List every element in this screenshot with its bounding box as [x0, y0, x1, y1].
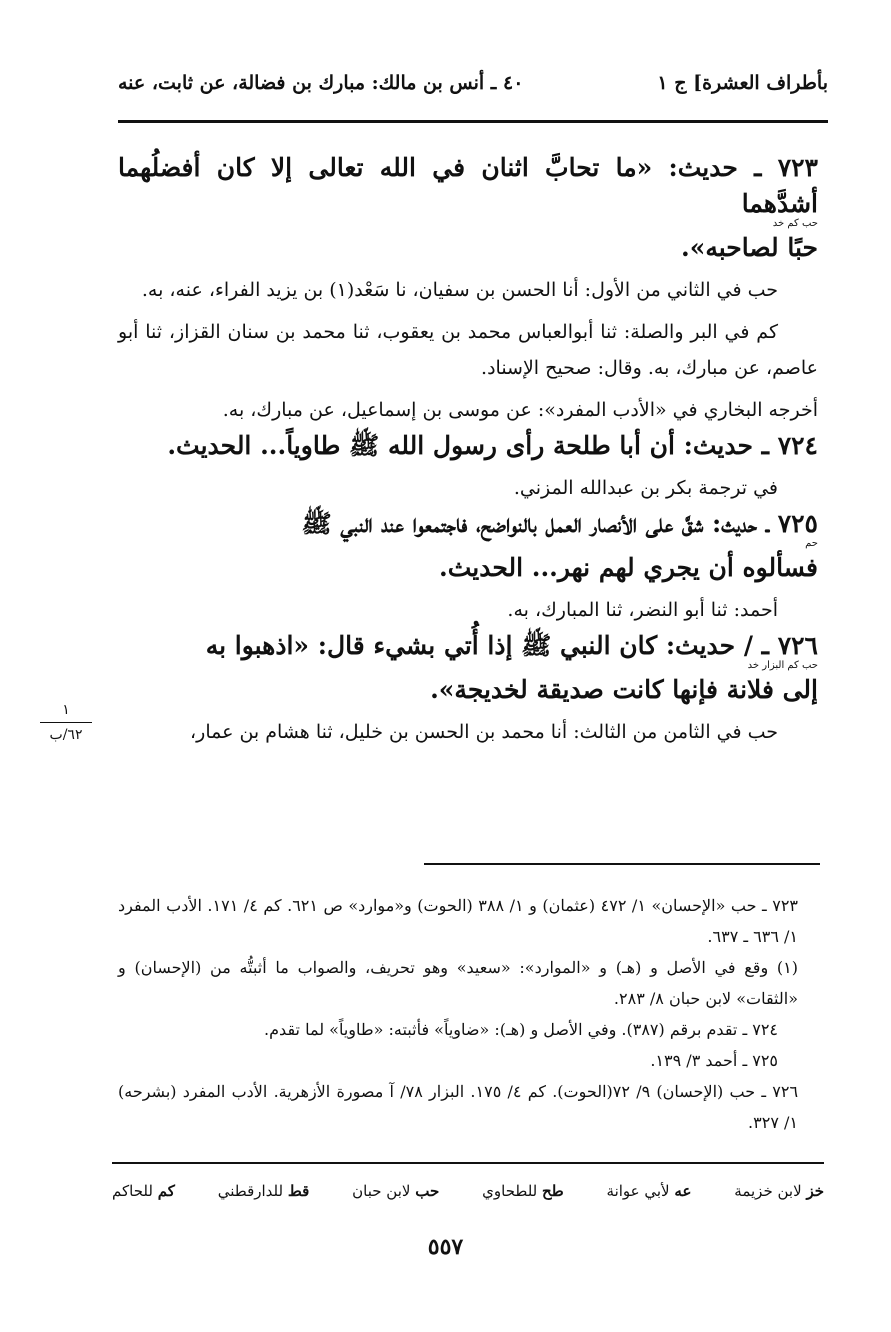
folio-rule [40, 722, 92, 723]
hadith-726-heading [118, 628, 818, 672]
hadith-725-sigla: حم [805, 538, 818, 549]
source-724: في ترجمة بكر بن عبدالله المزني. [513, 477, 778, 499]
header-rule [118, 120, 828, 123]
running-header [118, 72, 828, 94]
source-hibban-726: حب في الثامن من الثالث: أنا محمد بن الحسن بن خليل، ثنا هشام بن عمار، [190, 721, 778, 743]
hadith-726-text: ٧٢٦ ـ / حديث: كان النبي ﷺ إذا أُتي بشيء قال: «اذهبوا به [205, 631, 818, 660]
hadith-725-text: ٧٢٥ ـ حديث: شقَّ على الأنصار العمل بالنواضح، فاجتمعوا عند النبي ﷺ [301, 509, 818, 538]
header-chapter: ٤٠ ـ أنس بن مالك: مبارك بن فضالة، عن ثابت، عنه [118, 72, 524, 94]
hadith-726-end: إلى فلانة فإنها كانت صديقة لخديجة». [430, 675, 818, 704]
key-item: طح للطحاوي [482, 1182, 564, 1200]
source-bukhari-723: أخرجه البخاري في «الأدب المفرد»: عن موسى بن إسماعيل، عن مبارك، به. [222, 399, 818, 421]
manuscript-folio-note [40, 702, 92, 743]
key-item: كم للحاكم [112, 1182, 175, 1200]
footnote-rule [424, 863, 820, 865]
header-volume: بأطراف العشرة] ج ١ [657, 72, 828, 94]
source-hakim-723: كم في البر والصلة: ثنا أبوالعباس محمد بن يعقوب، ثنا محمد بن سنان القزاز، ثنا أبو عاصم، عن مبارك، به. وقال: صحيح الإسناد. [118, 321, 818, 379]
footnote-724: ٧٢٤ ـ تقدم برقم (٣٨٧). وفي الأصل و (هـ): «ضاوياً» فأثبته: «طاوياً» لما تقدم. [264, 1020, 778, 1039]
abbreviation-key [112, 1182, 824, 1200]
footnote-726: ٧٢٦ ـ حب (الإحسان) ٩/ ٧٢(الحوت). كم ٤/ ١٧٥. البزار ٧٨/ آ مصورة الأزهرية. الأدب المفرد (بشرحه) ١/ ٣٢٧. [118, 1082, 799, 1132]
main-text [118, 150, 818, 750]
folio-number: ١ [62, 702, 70, 718]
page-number: ٥٥٧ [427, 1234, 464, 1260]
footnote-723: ٧٢٣ ـ حب «الإحسان» ١/ ٤٧٢ (عثمان) و ١/ ٣٨٨ (الحوت) و«موارد» ص ٦٢١. كم ٤/ ١٧١. الأدب المفرد ١/ ٦٣٦ ـ ٦٣٧. [118, 896, 799, 946]
hadith-725-heading [118, 506, 818, 550]
source-hibban-723: حب في الثاني من الأول: أنا الحسن بن سفيان، نا سَعْد(١) بن يزيد الفراء، عنه، به. [141, 279, 778, 301]
footnote-1: (١) وقع في الأصل و (هـ) و «الموارد»: «سعيد» وهو تحريف، والصواب ما أثبتُّه من (الإحسان) و «الثقات» لابن حبان ٨/ ٢٨٣. [118, 958, 798, 1008]
hadith-725-end: فسألوه أن يجري لهم نهر... الحديث. [439, 553, 818, 582]
footnote-725: ٧٢٥ ـ أحمد ٣/ ١٣٩. [650, 1051, 778, 1070]
hadith-724-heading: ٧٢٤ ـ حديث: أن أبا طلحة رأى رسول الله ﷺ طاوياً... الحديث. [167, 431, 818, 460]
hadith-723-heading [118, 150, 818, 230]
hadith-723-end: حبًا لصاحبه». [681, 233, 818, 262]
key-item: خز لابن خزيمة [734, 1182, 824, 1200]
source-ahmad-725: أحمد: ثنا أبو النضر، ثنا المبارك، به. [507, 599, 778, 621]
key-item: حب لابن حبان [352, 1182, 440, 1200]
key-item: قط للدارقطني [217, 1182, 310, 1200]
hadith-723-sigla: حب كم خد [772, 218, 818, 229]
key-item: عه لأبي عوانة [606, 1182, 692, 1200]
key-rule [112, 1162, 824, 1164]
footnotes [118, 890, 818, 1138]
hadith-726-sigla: حب كم البزار خد [747, 660, 818, 671]
folio-page: ٦٢/ب [49, 727, 83, 743]
hadith-723-text: ٧٢٣ ـ حديث: «ما تحابَّ اثنان في الله تعالى إلا كان أفضلُهما أشدَّهما [118, 153, 818, 218]
